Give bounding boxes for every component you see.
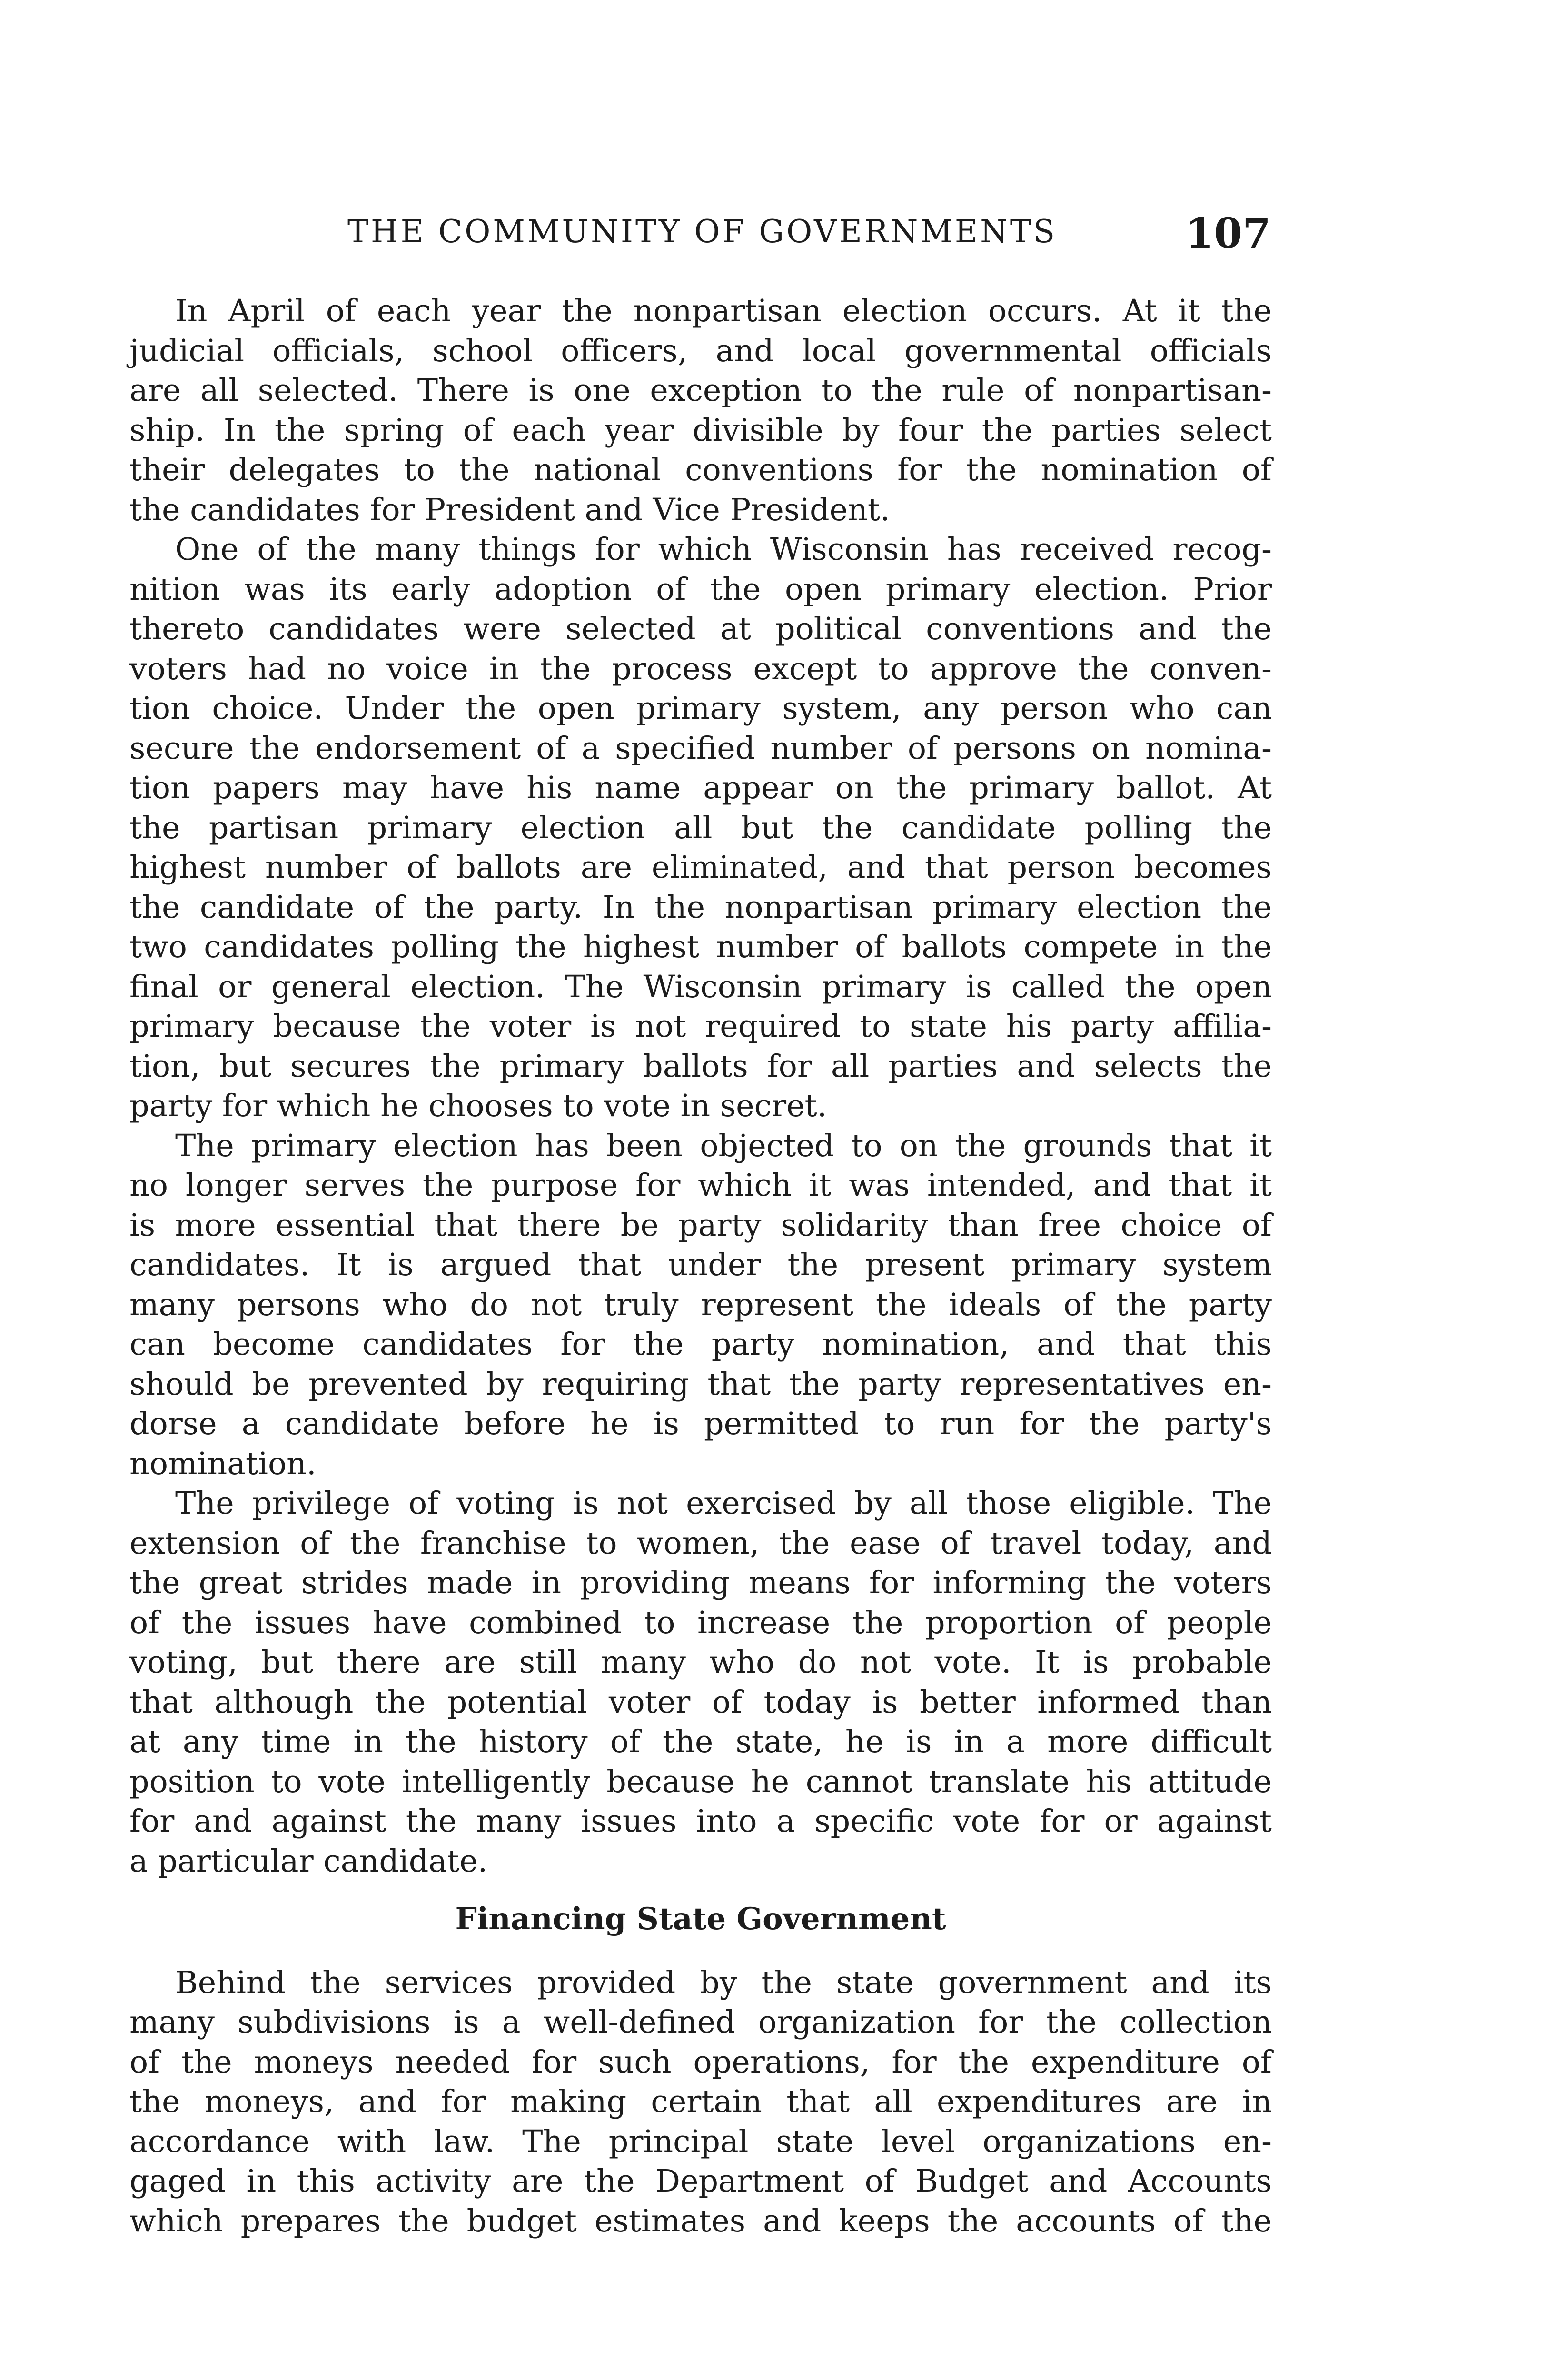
- text-line: candidates. It is argued that under the present primary system: [129, 1247, 1272, 1283]
- text-line: of the issues have combined to increase the proportion of people: [129, 1605, 1272, 1641]
- text-line: can become candidates for the party nomination, and that this: [129, 1327, 1272, 1362]
- text-line: The primary election has been objected to on the grounds that it: [175, 1128, 1272, 1164]
- text-line: the moneys, and for making certain that all expenditures are in: [129, 2084, 1272, 2120]
- text-line: highest number of ballots are eliminated, and that person becomes: [129, 850, 1272, 885]
- text-line: position to vote intelligently because he cannot translate his attitude: [129, 1764, 1272, 1800]
- text-line: two candidates polling the highest number of ballots compete in the: [129, 929, 1272, 965]
- text-line: thereto candidates were selected at political conventions and the: [129, 611, 1272, 647]
- text-line: primary because the voter is not required to state his party affilia-: [129, 1009, 1272, 1044]
- text-line: The privilege of voting is not exercised by all those eligible. The: [175, 1486, 1272, 1521]
- text-line: tion papers may have his name appear on the primary ballot. At: [129, 770, 1272, 806]
- text-line: no longer serves the purpose for which it was intended, and that it: [129, 1168, 1272, 1203]
- text-line: the partisan primary election all but the candidate polling the: [129, 810, 1272, 846]
- text-line: the great strides made in providing means for informing the voters: [129, 1565, 1272, 1601]
- body-text: [129, 291, 1272, 2241]
- text-line: which prepares the budget estimates and keeps the accounts of the: [129, 2203, 1272, 2239]
- text-line: that although the potential voter of today is better informed than: [129, 1684, 1272, 1720]
- paragraph-financing: [129, 1963, 1272, 2241]
- text-line: final or general election. The Wisconsin primary is called the open: [129, 969, 1272, 1005]
- text-line: the candidates for President and Vice President.: [129, 492, 890, 528]
- running-title: THE COMMUNITY OF GOVERNMENTS: [347, 213, 1058, 250]
- text-line: a particular candidate.: [129, 1843, 488, 1879]
- text-line: should be prevented by requiring that the party representatives en-: [129, 1366, 1272, 1402]
- running-header: [129, 209, 1271, 257]
- paragraph-nonpartisan-election: [129, 291, 1272, 530]
- text-line: voting, but there are still many who do not vote. It is probable: [129, 1645, 1272, 1680]
- text-line: party for which he chooses to vote in secret.: [129, 1088, 827, 1124]
- text-line: many persons who do not truly represent the ideals of the party: [129, 1287, 1272, 1323]
- text-line: tion choice. Under the open primary system, any person who can: [129, 691, 1272, 726]
- text-line: accordance with law. The principal state level organizations en-: [129, 2123, 1272, 2160]
- text-line: One of the many things for which Wisconsin has received recog-: [175, 532, 1272, 567]
- text-line: ship. In the spring of each year divisible by four the parties select: [129, 412, 1272, 448]
- text-line: Behind the services provided by the state government and its: [175, 1964, 1272, 2001]
- paragraph-voting-privilege: [129, 1484, 1272, 1881]
- text-line: secure the endorsement of a specified number of persons on nomina-: [129, 730, 1272, 766]
- paragraph-open-primary: [129, 530, 1272, 1126]
- text-line: In April of each year the nonpartisan election occurs. At it the: [175, 293, 1272, 329]
- page-number: 107: [1185, 209, 1271, 258]
- text-line: for and against the many issues into a specific vote for or against: [129, 1804, 1272, 1839]
- text-line: is more essential that there be party solidarity than free choice of: [129, 1207, 1272, 1243]
- text-line: extension of the franchise to women, the ease of travel today, and: [129, 1525, 1272, 1561]
- text-line: gaged in this activity are the Department of Budget and Accounts: [129, 2163, 1272, 2199]
- text-line: their delegates to the national conventions for the nomination of: [129, 452, 1272, 488]
- text-line: nition was its early adoption of the open primary election. Prior: [129, 571, 1272, 607]
- paragraph-primary-objections: [129, 1126, 1272, 1484]
- text-line: the candidate of the party. In the nonpartisan primary election the: [129, 889, 1272, 925]
- text-line: of the moneys needed for such operations, for the expenditure of: [129, 2044, 1272, 2080]
- text-line: voters had no voice in the process except to approve the conven-: [129, 651, 1272, 687]
- text-line: dorse a candidate before he is permitted to run for the party's: [129, 1406, 1272, 1442]
- text-line: at any time in the history of the state, he is in a more difficult: [129, 1724, 1272, 1760]
- text-line: judicial officials, school officers, and local governmental officials: [129, 333, 1272, 369]
- text-line: many subdivisions is a well-defined organization for the collection: [129, 2004, 1272, 2040]
- text-line: are all selected. There is one exception to the rule of nonpartisan-: [129, 373, 1272, 408]
- section-heading: Financing State Government: [455, 1901, 946, 1937]
- text-line: nomination.: [129, 1446, 317, 1482]
- text-line: tion, but secures the primary ballots for all parties and selects the: [129, 1048, 1272, 1084]
